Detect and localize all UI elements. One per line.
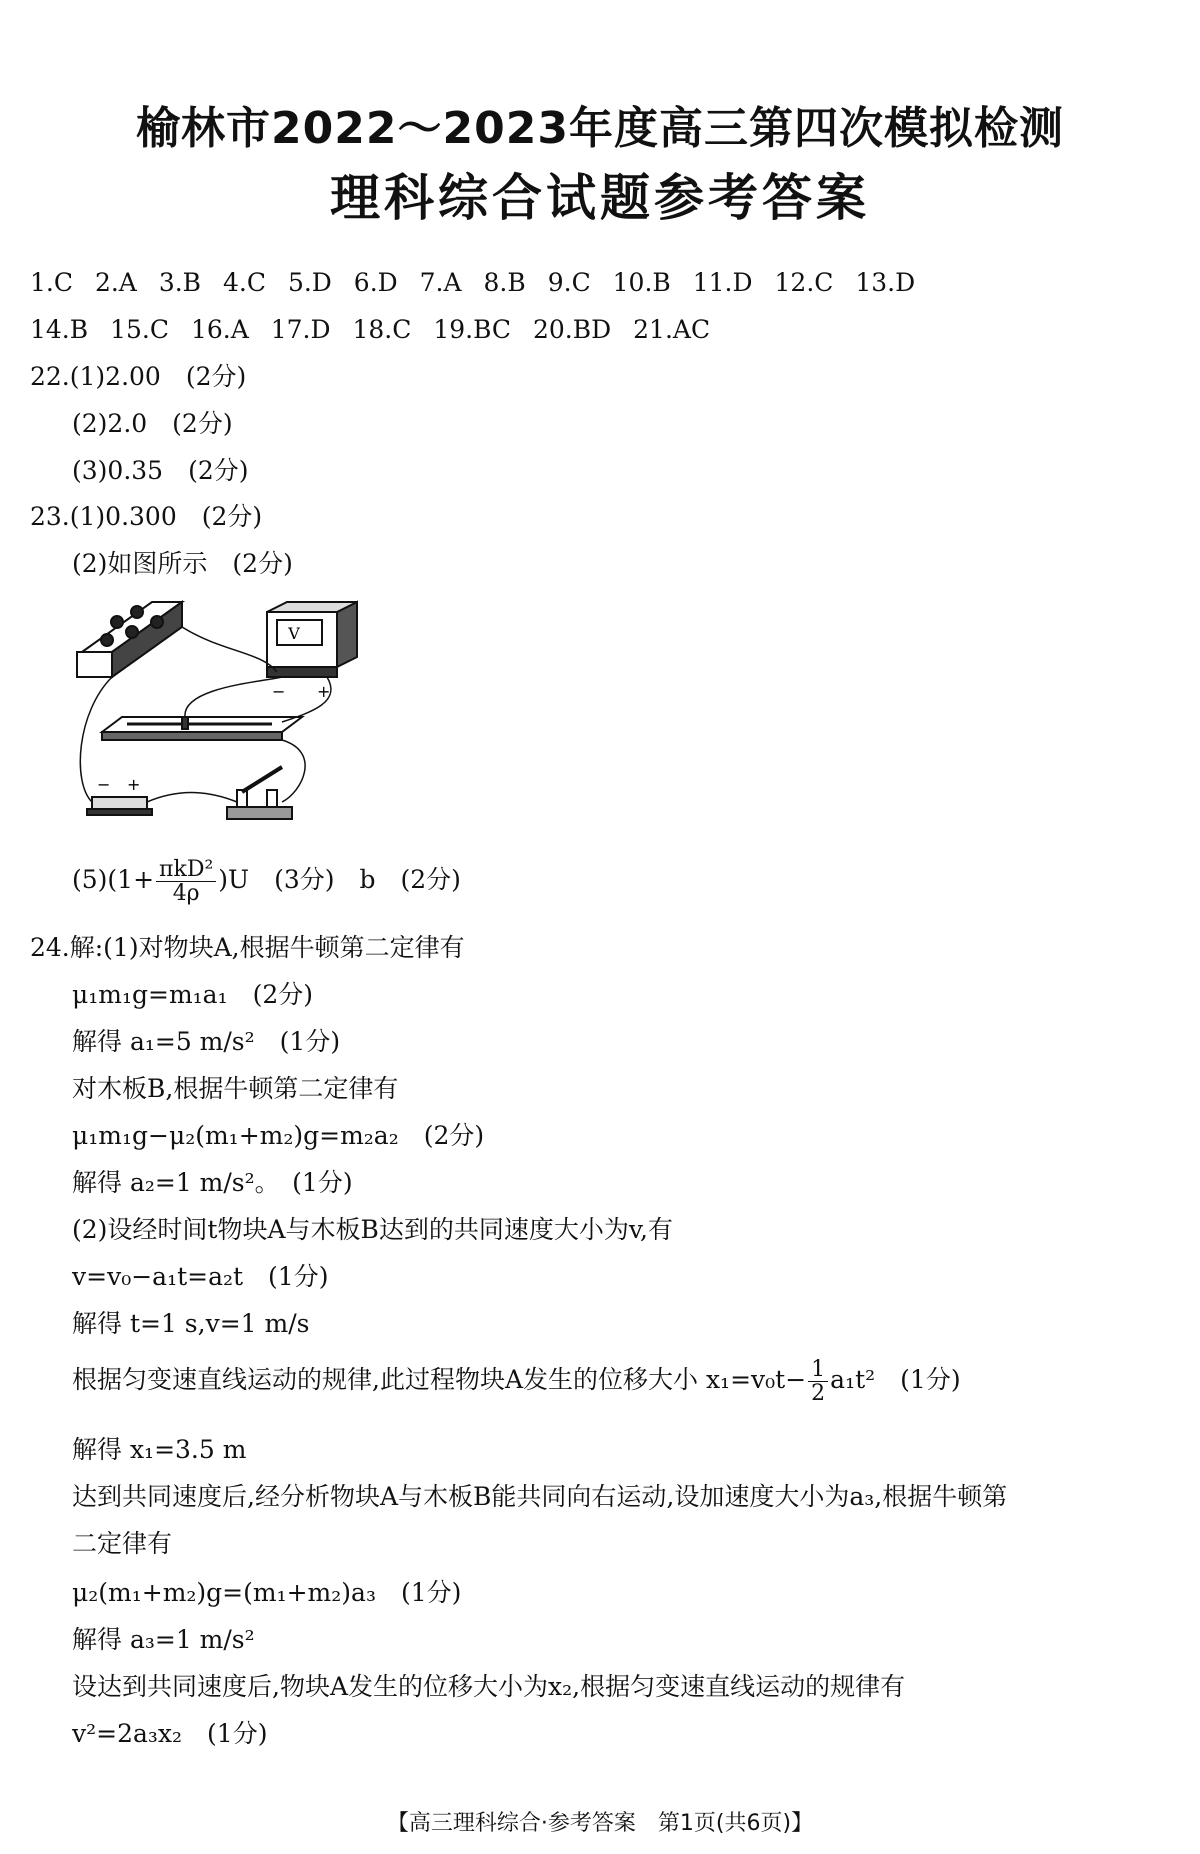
answer-item: 7.A: [419, 268, 462, 297]
answer-item: 10.B: [612, 268, 671, 297]
answer-item: 5.D: [287, 268, 332, 297]
q23-line-5-suffix: )U (3分) b (2分): [218, 865, 461, 895]
voltmeter-label: V: [288, 624, 300, 643]
battery-minus-label: −: [97, 775, 111, 794]
voltmeter-minus-label: −: [272, 682, 286, 701]
q24-line-6: 解得 a₂=1 m/s²。 (1分): [72, 1168, 353, 1197]
answer-item: 8.B: [483, 268, 526, 297]
answer-item: 1.C: [30, 268, 73, 297]
q24-line-11: 解得 x₁=3.5 m: [72, 1435, 247, 1464]
q24-line-9: 解得 t=1 s,v=1 m/s: [72, 1309, 310, 1338]
q24-line-5: μ₁m₁g−μ₂(m₁+m₂)g=m₂a₂ (2分): [72, 1121, 485, 1150]
answer-item: 3.B: [158, 268, 202, 297]
answer-item: 17.D: [270, 315, 331, 344]
voltmeter-plus-label: +: [317, 682, 331, 701]
q22-line-3: (3)0.35 (2分): [72, 456, 249, 485]
switch: [227, 767, 292, 819]
resistance-box: [77, 602, 182, 677]
answer-item: 2.A: [94, 268, 137, 297]
q24-line-8: v=v₀−a₁t=a₂t (1分): [72, 1262, 329, 1291]
circuit-diagram: [72, 592, 372, 842]
battery: [87, 797, 152, 815]
resistance-wire-board: [102, 717, 302, 740]
answer-item: 4.C: [223, 268, 266, 297]
q24-line-15: 解得 a₃=1 m/s²: [72, 1625, 255, 1654]
q22-line-1: 22.(1)2.00 (2分): [30, 362, 247, 391]
page-footer: 【高三理科综合·参考答案 第1页(共6页)】: [386, 1811, 814, 1836]
answer-item: 16.A: [190, 315, 249, 344]
q24-line-7: (2)设经时间t物块A与木板B达到的共同速度大小为v,有: [72, 1215, 673, 1244]
voltmeter: [267, 602, 357, 677]
answer-item: 9.C: [547, 268, 591, 297]
fraction-denominator: 4ρ: [172, 881, 200, 907]
q24-line-10-suffix: a₁t² (1分): [830, 1365, 961, 1395]
answers-row-2: [30, 315, 724, 345]
q24-line-4: 对木板B,根据牛顿第二定律有: [72, 1074, 399, 1103]
answer-item: 11.D: [692, 268, 753, 297]
answer-item: 13.D: [855, 268, 916, 297]
q24-line-17: v²=2a₃x₂ (1分): [72, 1719, 268, 1748]
q24-line-12: 达到共同速度后,经分析物块A与木板B能共同向右运动,设加速度大小为a₃,根据牛顿第: [72, 1482, 1008, 1511]
page-subtitle: 理科综合试题参考答案: [330, 169, 870, 227]
q22-line-2: (2)2.0 (2分): [72, 409, 233, 438]
answer-item: 21.AC: [633, 315, 711, 344]
answer-item: 18.C: [352, 315, 412, 344]
q24-line-13: 二定律有: [72, 1529, 173, 1558]
answer-item: 6.D: [353, 268, 398, 297]
page-title: 榆林市2022～2023年度高三第四次模拟检测: [136, 103, 1064, 154]
battery-plus-label: +: [127, 775, 141, 794]
fraction-numerator: πkD²: [156, 858, 216, 882]
answer-item: 14.B: [30, 315, 89, 344]
q24-line-16: 设达到共同速度后,物块A发生的位移大小为x₂,根据匀变速直线运动的规律有: [72, 1672, 906, 1701]
answer-item: 12.C: [774, 268, 834, 297]
q23-line-5: [72, 858, 461, 905]
fraction: [156, 858, 216, 905]
answer-item: 15.C: [110, 315, 169, 344]
answer-item: 20.BD: [533, 315, 612, 344]
q24-line-1: 24.解:(1)对物块A,根据牛顿第二定律有: [30, 933, 465, 962]
q24-line-2: μ₁m₁g=m₁a₁ (2分): [72, 980, 314, 1009]
q23-line-5-prefix: (5)(1+: [72, 865, 155, 895]
q24-line-10-prefix: 根据匀变速直线运动的规律,此过程物块A发生的位移大小 x₁=v₀t−: [72, 1365, 807, 1395]
q23-line-1: 23.(1)0.300 (2分): [30, 502, 263, 531]
answer-item: 19.BC: [433, 315, 512, 344]
q23-line-2: (2)如图所示 (2分): [72, 549, 293, 578]
fraction-numerator: 1: [808, 1358, 828, 1382]
fraction: [808, 1358, 828, 1405]
answers-row-1: [30, 268, 929, 298]
q24-line-10: [72, 1358, 961, 1405]
fraction-denominator: 2: [811, 1381, 826, 1407]
q24-line-3: 解得 a₁=5 m/s² (1分): [72, 1027, 341, 1056]
q24-line-14: μ₂(m₁+m₂)g=(m₁+m₂)a₃ (1分): [72, 1578, 462, 1607]
